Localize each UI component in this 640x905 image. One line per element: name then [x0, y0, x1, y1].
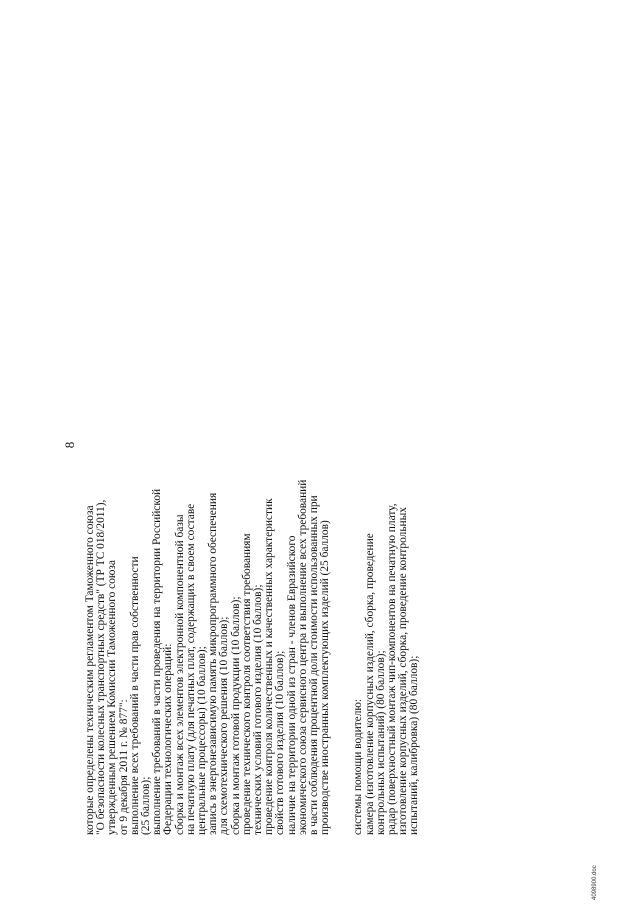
text-line: центральные процессоры) (10 баллов);: [196, 646, 209, 835]
text-line: контрольных испытаний) (80 баллов);: [374, 650, 387, 835]
document-file-code: 4098900.doc: [592, 865, 598, 900]
text-line: радар (поверхностный монтаж чип-компонентов на печатную плату,: [386, 503, 399, 835]
text-line: системы помощи водителю:: [352, 698, 365, 835]
text-line: изготовление корпусных изделий, сборка, проведение контрольных: [397, 507, 410, 835]
text-line: утвержденным решением Комиссии Таможенного союза: [106, 560, 119, 835]
text-line: запись в энергонезависимую память микропрограммного обеспечения: [207, 492, 220, 835]
text-line: выполнение требований в части проведения на территории Российской: [151, 488, 164, 835]
text-line: которые определены техническим регламентом Таможенного союза: [84, 505, 96, 835]
text-line: экономического союза сервисного центра и выполнение всех требований: [296, 479, 309, 835]
text-line: на печатную плату (для печатных плат, содержащих в своем составе: [184, 503, 197, 835]
text-line: проведение технического контроля соответствия требованиям: [240, 533, 253, 835]
text-line: сборка и монтаж готовой продукции (10 баллов);: [229, 596, 242, 835]
text-line: Федерации технологических операций:: [162, 643, 175, 835]
page-number: 8: [62, 441, 77, 449]
section-gap: [331, 55, 353, 835]
text-line: камера (изготовление корпусных изделий, сборка, проведение: [363, 533, 376, 835]
text-line: сборка и монтаж всех элементов электронной компонентной базы: [173, 514, 186, 835]
rotated-text-block: [62, 55, 421, 835]
text-line: для схемотехнического решения (10 баллов);: [218, 616, 231, 835]
text-line: выполнение всех требований в части прав собственности: [128, 556, 141, 835]
text-line: в части соблюдения процентной доли стоимости использованных при: [308, 495, 321, 835]
driver-assistance-section: [353, 55, 420, 835]
text-line: от 9 декабря 2011 г. № 877":: [117, 699, 130, 835]
text-line: технических условий готового изделия (10 баллов);: [252, 584, 265, 835]
text-line: производстве иностранных комплектующих изделий (25 баллов): [319, 520, 332, 835]
text-line: проведение контроля количественных и качественных характеристик: [263, 498, 276, 835]
text-line: наличие на территории одной из стран - членов Евразийского: [285, 535, 298, 835]
text-line: испытаний, калибровка) (80 баллов);: [408, 655, 421, 835]
text-line: "О безопасности колесных транспортных средств" (ТР ТС 018/2011),: [95, 499, 108, 835]
requirements-section: [85, 55, 331, 835]
text-line: (25 баллов);: [140, 776, 153, 835]
text-line: свойств готового изделия (10 баллов);: [274, 650, 287, 835]
